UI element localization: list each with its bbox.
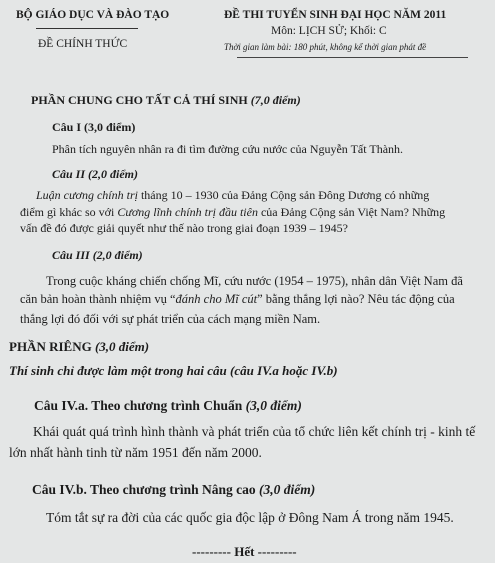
end-marker: --------- Hết --------- bbox=[192, 544, 297, 559]
question-4a-label bbox=[34, 398, 302, 414]
question-4b-title: Câu IV.b. Theo chương trình Nâng cao bbox=[32, 482, 256, 497]
question-1-text: Phân tích nguyên nhân ra đi tìm đường cứu nước của Nguyễn Tất Thành. bbox=[52, 142, 404, 156]
common-section-title bbox=[31, 93, 301, 108]
separate-section-label: PHẦN RIÊNG bbox=[9, 339, 92, 354]
question-3-line-2 bbox=[20, 292, 455, 307]
question-2-line-3: vấn đề đó được giải quyết như thế nào trong giai đoạn 1939 – 1945? bbox=[20, 221, 348, 235]
question-4b-points: (3,0 điểm) bbox=[259, 482, 316, 497]
question-2-line-1-rest: tháng 10 – 1930 của Đảng Cộng sản Đông Dương có những bbox=[137, 188, 430, 202]
question-3-quote: đánh cho Mĩ cút bbox=[175, 292, 258, 306]
official-label: ĐỀ CHÍNH THỨC bbox=[38, 38, 128, 50]
header-divider-right bbox=[237, 57, 468, 58]
exam-title: ĐỀ THI TUYỂN SINH ĐẠI HỌC NĂM 2011 bbox=[224, 9, 447, 21]
question-3-line-1: Trong cuộc kháng chiến chống Mĩ, cứu nước (1954 – 1975), nhân dân Việt Nam đã bbox=[46, 274, 463, 288]
subject-line: Môn: LỊCH SỬ; Khối: C bbox=[271, 25, 387, 37]
separate-section-note: Thí sinh chỉ được làm một trong hai câu (câu IV.a hoặc IV.b) bbox=[9, 363, 338, 378]
time-note: Thời gian làm bài: 180 phút, không kể thời gian phát đề bbox=[224, 42, 427, 52]
question-3-line-2-b: ” bằng thắng lợi nào? Nêu tác động của bbox=[257, 292, 455, 306]
common-section-points: (7,0 điểm) bbox=[250, 93, 301, 107]
question-2-line-2-a: điểm gì khác so với bbox=[20, 205, 118, 219]
common-section-label: PHẦN CHUNG CHO TẤT CẢ THÍ SINH bbox=[31, 93, 248, 107]
separate-section-points: (3,0 điểm) bbox=[94, 339, 150, 354]
ministry-name: BỘ GIÁO DỤC VÀ ĐÀO TẠO bbox=[16, 9, 170, 21]
question-2-doc-title-2: Cương lĩnh chính trị đầu tiên bbox=[117, 205, 258, 219]
question-1-label: Câu I (3,0 điểm) bbox=[52, 120, 136, 134]
question-2-line-2 bbox=[20, 205, 445, 220]
header-divider-left bbox=[36, 28, 138, 29]
question-4a-line-1: Khái quát quá trình hình thành và phát triển của tổ chức liên kết chính trị - kinh tế bbox=[33, 424, 476, 439]
question-4a-points: (3,0 điểm) bbox=[245, 398, 302, 413]
question-2-line-1 bbox=[36, 188, 429, 203]
question-2-line-2-b: của Đảng Cộng sản Việt Nam? Những bbox=[257, 205, 446, 219]
question-4a-line-2: lớn nhất hành tinh từ năm 1951 đến năm 2000. bbox=[9, 445, 262, 460]
separate-section-title bbox=[9, 339, 149, 355]
question-4b-line-1: Tóm tắt sự ra đời của các quốc gia độc lập ở Đông Nam Á trong năm 1945. bbox=[46, 510, 454, 525]
question-4a-title: Câu IV.a. Theo chương trình Chuẩn bbox=[34, 398, 243, 413]
question-3-line-3: thắng lợi đó đối với sự phát triển của cách mạng miền Nam. bbox=[20, 312, 321, 326]
question-4b-label bbox=[32, 482, 315, 498]
question-3-line-2-a: căn bản hoàn thành nhiệm vụ “ bbox=[20, 292, 176, 306]
question-3-label: Câu III (2,0 điểm) bbox=[52, 248, 143, 262]
question-2-doc-title: Luận cương chính trị bbox=[36, 188, 138, 202]
question-2-label: Câu II (2,0 điểm) bbox=[52, 167, 139, 181]
